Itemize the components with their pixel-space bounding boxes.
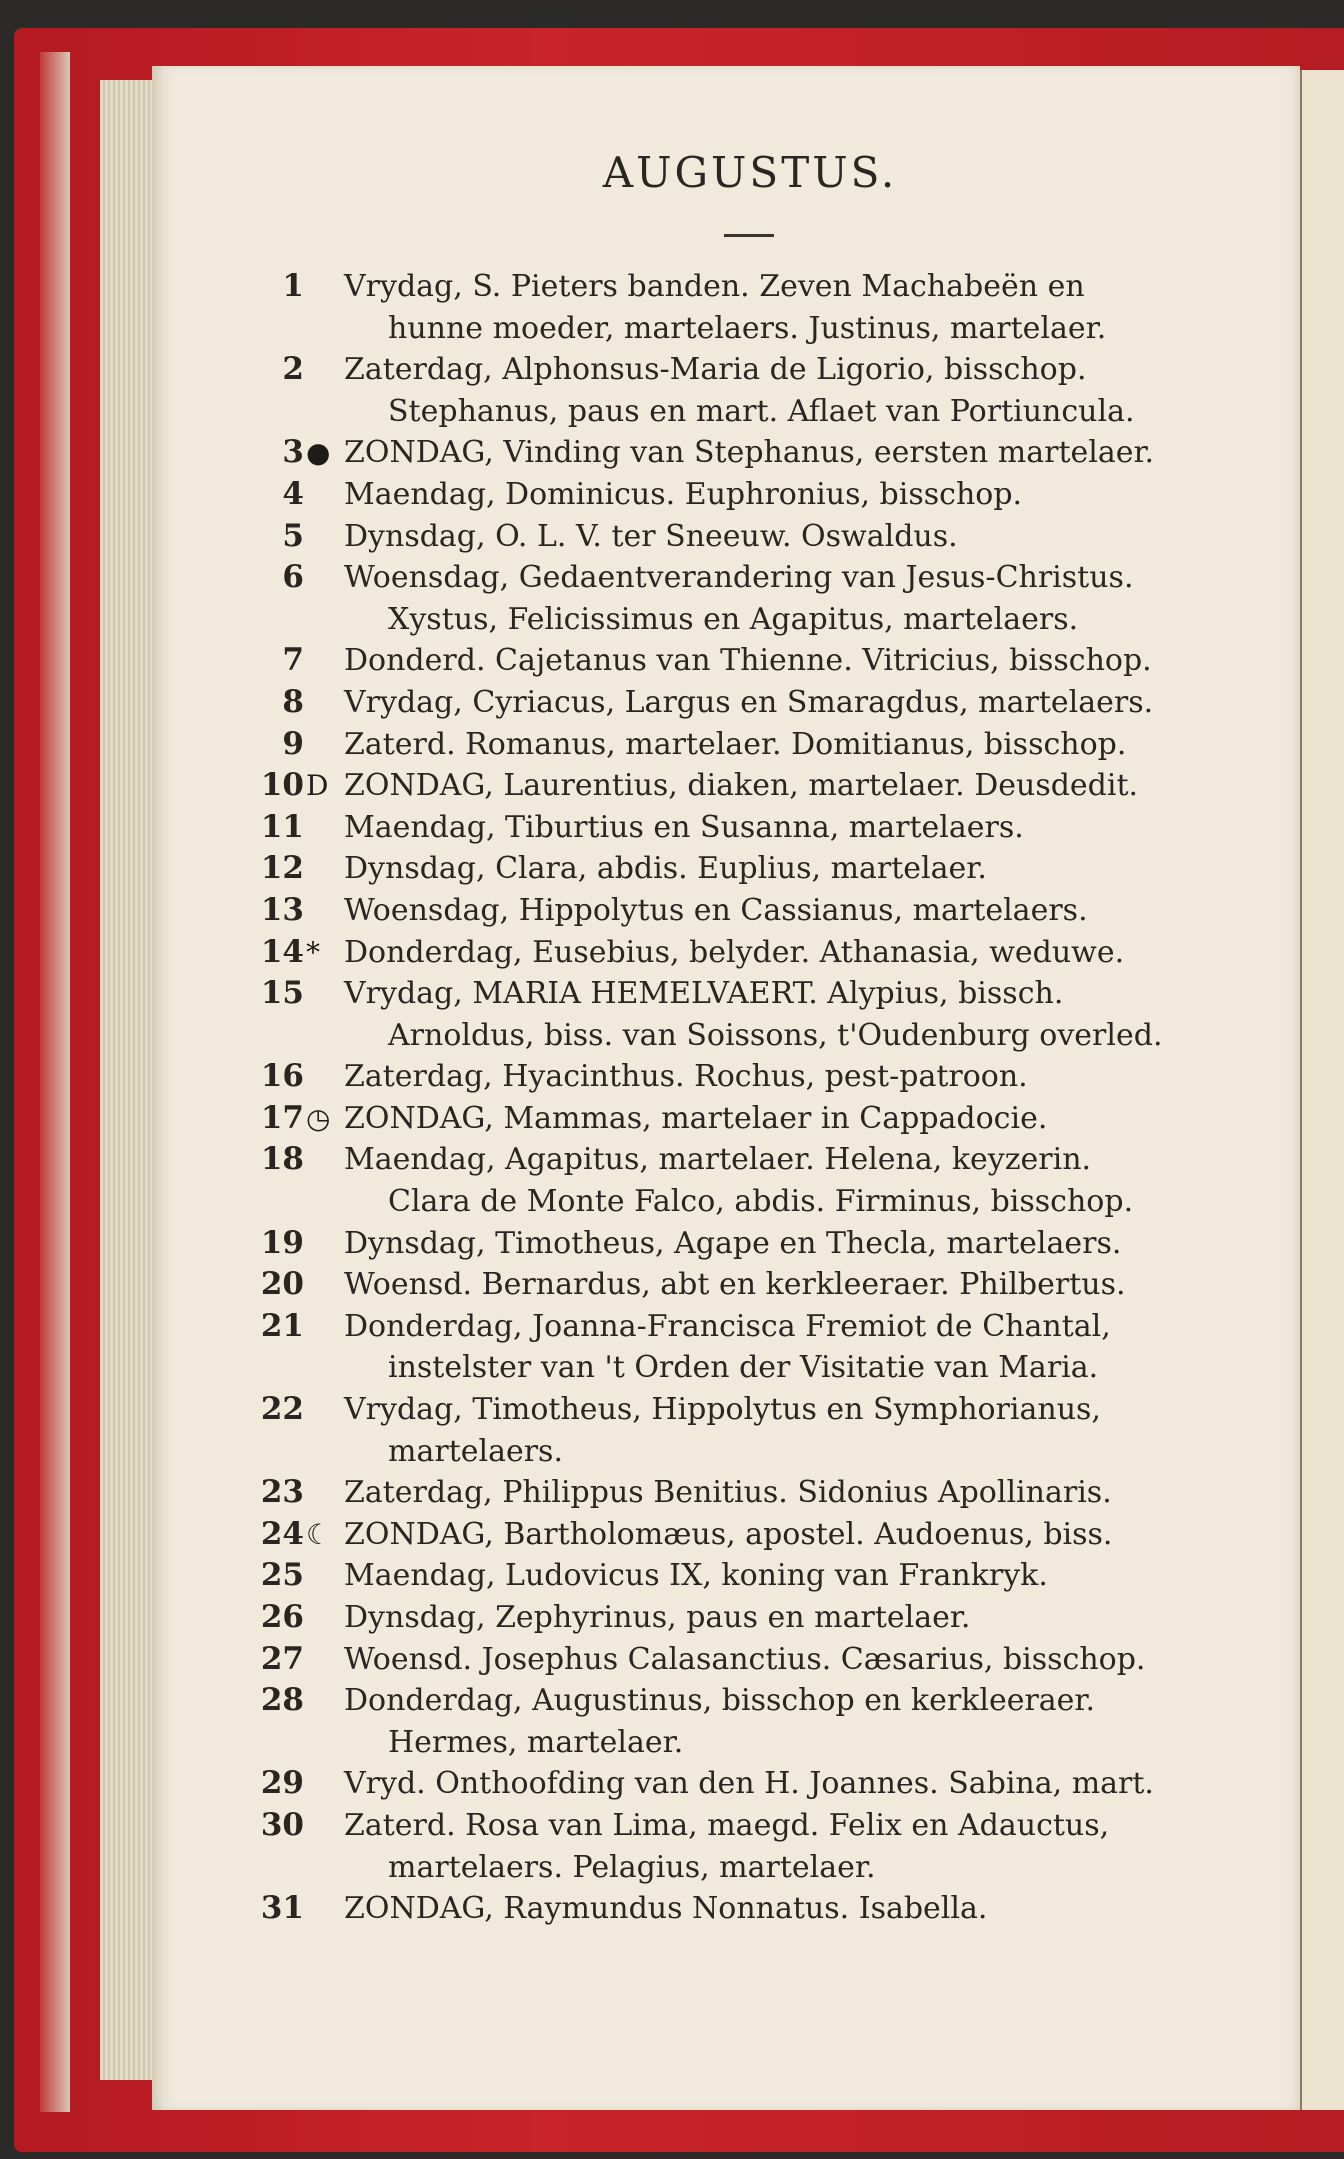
day-number: 11 bbox=[260, 808, 304, 845]
entry-text: ZONDAG, Mammas, martelaer in Cappadocie. bbox=[344, 1100, 1048, 1136]
entry-text: Zaterdag, Alphonsus-Maria de Ligorio, bisschop. bbox=[344, 352, 1087, 388]
entry-line bbox=[258, 1306, 1242, 1348]
calendar-entry bbox=[258, 516, 1242, 558]
entry-continuation-line bbox=[258, 1347, 1242, 1389]
entry-text: Dynsdag, Timotheus, Agape en Thecla, martelaers. bbox=[344, 1225, 1122, 1261]
entry-line bbox=[258, 1098, 1242, 1140]
calendar-entry bbox=[258, 1888, 1242, 1930]
entry-text: Vrydag, Timotheus, Hippolytus en Symphorianus, bbox=[344, 1392, 1101, 1428]
day-number: 18 bbox=[260, 1141, 304, 1178]
entry-line bbox=[258, 349, 1242, 391]
day-number: 1 bbox=[282, 268, 304, 304]
calendar-entry bbox=[258, 349, 1242, 432]
entry-text: martelaers. Pelagius, martelaer. bbox=[388, 1849, 876, 1885]
moon-phase-symbol: ◷ bbox=[306, 1101, 331, 1135]
entry-line bbox=[258, 724, 1242, 766]
calendar-entry bbox=[258, 1223, 1242, 1265]
entry-line bbox=[258, 1514, 1242, 1556]
entry-line bbox=[258, 266, 1242, 308]
facing-page-edge bbox=[1300, 70, 1344, 2110]
entry-text: ZONDAG, Raymundus Nonnatus. Isabella. bbox=[344, 1891, 988, 1927]
entry-line bbox=[258, 1472, 1242, 1514]
entry-continuation-line bbox=[258, 1847, 1242, 1889]
day-number: 8 bbox=[282, 683, 304, 720]
entry-line bbox=[258, 973, 1242, 1015]
calendar-entry bbox=[258, 848, 1242, 890]
entry-line bbox=[258, 516, 1242, 558]
day-number: 28 bbox=[260, 1682, 304, 1719]
day-number: 31 bbox=[260, 1890, 304, 1927]
entry-line bbox=[258, 432, 1242, 474]
day-number: 4 bbox=[282, 475, 304, 512]
entry-continuation-line bbox=[258, 1431, 1242, 1473]
day-number: 25 bbox=[260, 1557, 304, 1594]
calendar-entries bbox=[258, 266, 1242, 1930]
entry-text: Zaterd. Romanus, martelaer. Domitianus, bisschop. bbox=[344, 726, 1127, 762]
day-number: 22 bbox=[260, 1391, 304, 1428]
day-number: 10 bbox=[260, 767, 304, 804]
day-number: 20 bbox=[260, 1266, 304, 1303]
day-number: 27 bbox=[260, 1640, 304, 1677]
entry-text: Woensdag, Gedaentverandering van Jesus-Christus. bbox=[344, 560, 1134, 596]
entry-line bbox=[258, 474, 1242, 516]
calendar-entry bbox=[258, 932, 1242, 974]
moon-phase-symbol: ☾ bbox=[306, 1517, 332, 1551]
entry-text: Vryd. Onthoofding van den H. Joannes. Sabina, mart. bbox=[344, 1766, 1154, 1802]
calendar-entry bbox=[258, 1264, 1242, 1306]
entry-text: Vrydag, S. Pieters banden. Zeven Machabeën en bbox=[344, 269, 1085, 304]
entry-text: martelaers. bbox=[388, 1433, 563, 1469]
calendar-entry bbox=[258, 1514, 1242, 1556]
day-number: 9 bbox=[282, 725, 304, 762]
calendar-entry bbox=[258, 1680, 1242, 1763]
cover-inner-edge bbox=[40, 52, 70, 2112]
entry-text: Donderdag, Eusebius, belyder. Athanasia, weduwe. bbox=[344, 934, 1125, 970]
entry-text: ZONDAG, Laurentius, diaken, martelaer. Deusdedit. bbox=[344, 768, 1139, 804]
entry-line bbox=[258, 640, 1242, 682]
entry-line bbox=[258, 1763, 1242, 1805]
day-number: 29 bbox=[260, 1765, 304, 1802]
calendar-entry bbox=[258, 1763, 1242, 1805]
day-number: 12 bbox=[260, 850, 304, 887]
moon-phase-symbol: ● bbox=[306, 436, 331, 470]
entry-line bbox=[258, 1139, 1242, 1181]
entry-text: Stephanus, paus en mart. Aflaet van Portiuncula. bbox=[388, 393, 1135, 429]
entry-line bbox=[258, 807, 1242, 849]
calendar-entry bbox=[258, 474, 1242, 516]
entry-text: Vrydag, Cyriacus, Largus en Smaragdus, martelaers. bbox=[344, 684, 1154, 720]
calendar-entry bbox=[258, 724, 1242, 766]
entry-text: Woensd. Josephus Calasanctius. Cæsarius, bisschop. bbox=[344, 1641, 1146, 1677]
entry-line bbox=[258, 682, 1242, 724]
entry-text: Donderdag, Augustinus, bisschop en kerkleeraer. bbox=[344, 1683, 1096, 1719]
day-number: 26 bbox=[260, 1599, 304, 1635]
entry-text: Vrydag, MARIA HEMELVAERT. Alypius, bissch. bbox=[344, 976, 1064, 1012]
entry-line bbox=[258, 1680, 1242, 1722]
entry-line bbox=[258, 1555, 1242, 1597]
entry-text: Zaterd. Rosa van Lima, maegd. Felix en Adauctus, bbox=[344, 1807, 1110, 1843]
calendar-entry bbox=[258, 1139, 1242, 1222]
entry-line bbox=[258, 1056, 1242, 1098]
calendar-entry bbox=[258, 266, 1242, 349]
entry-continuation-line bbox=[258, 308, 1242, 350]
calendar-entry bbox=[258, 1639, 1242, 1681]
entry-text: Zaterdag, Hyacinthus. Rochus, pest-patroon. bbox=[344, 1059, 1028, 1095]
day-number: 2 bbox=[282, 351, 304, 388]
entry-text: ZONDAG, Vinding van Stephanus, eersten martelaer. bbox=[344, 435, 1155, 471]
day-number: 3 bbox=[282, 434, 304, 471]
calendar-entry bbox=[258, 1597, 1242, 1639]
calendar-entry bbox=[258, 973, 1242, 1056]
moon-phase-symbol: * bbox=[306, 935, 320, 969]
day-number: 24 bbox=[260, 1515, 304, 1552]
entry-text: Woensd. Bernardus, abt en kerkleeraer. Philbertus. bbox=[344, 1267, 1126, 1303]
calendar-entry bbox=[258, 1306, 1242, 1389]
entry-text: Arnoldus, biss. van Soissons, t'Oudenburg overled. bbox=[388, 1017, 1163, 1053]
entry-line bbox=[258, 1805, 1242, 1847]
calendar-entry bbox=[258, 557, 1242, 640]
calendar-entry bbox=[258, 432, 1242, 474]
entry-text: Hermes, martelaer. bbox=[388, 1724, 684, 1760]
day-number: 14 bbox=[260, 933, 304, 970]
calendar-entry bbox=[258, 807, 1242, 849]
entry-text: Xystus, Felicissimus en Agapitus, martelaers. bbox=[388, 601, 1079, 637]
entry-continuation-line bbox=[258, 391, 1242, 433]
calendar-entry bbox=[258, 1389, 1242, 1472]
day-number: 23 bbox=[260, 1474, 304, 1511]
entry-text: hunne moeder, martelaers. Justinus, martelaer. bbox=[388, 310, 1107, 346]
entry-text: Woensdag, Hippolytus en Cassianus, martelaers. bbox=[344, 892, 1088, 928]
entry-text: Maendag, Agapitus, martelaer. Helena, keyzerin. bbox=[344, 1142, 1092, 1178]
entry-continuation-line bbox=[258, 1181, 1242, 1223]
entry-line bbox=[258, 1389, 1242, 1431]
day-number: 7 bbox=[282, 642, 304, 679]
entry-line bbox=[258, 1223, 1242, 1265]
entry-text: Maendag, Dominicus. Euphronius, bisschop. bbox=[344, 476, 1023, 512]
entry-line bbox=[258, 1264, 1242, 1306]
calendar-entry bbox=[258, 640, 1242, 682]
day-number: 17 bbox=[260, 1099, 304, 1136]
entry-continuation-line bbox=[258, 599, 1242, 641]
calendar-entry bbox=[258, 682, 1242, 724]
moon-phase-symbol: D bbox=[306, 769, 329, 803]
entry-text: Maendag, Tiburtius en Susanna, martelaers. bbox=[344, 809, 1024, 845]
entry-continuation-line bbox=[258, 1015, 1242, 1057]
entry-text: Donderdag, Joanna-Francisca Fremiot de Chantal, bbox=[344, 1308, 1111, 1344]
entry-line bbox=[258, 765, 1242, 807]
entry-text: instelster van 't Orden der Visitatie van Maria. bbox=[388, 1350, 1099, 1386]
page-stack-edges bbox=[100, 80, 160, 2080]
entry-text: Zaterdag, Philippus Benitius. Sidonius Apollinaris. bbox=[344, 1475, 1112, 1511]
entry-line bbox=[258, 848, 1242, 890]
day-number: 30 bbox=[260, 1806, 304, 1843]
entry-line bbox=[258, 890, 1242, 932]
calendar-entry bbox=[258, 1472, 1242, 1514]
page-title: AUGUSTUS. bbox=[602, 148, 898, 197]
entry-line bbox=[258, 557, 1242, 599]
day-number: 16 bbox=[260, 1058, 304, 1095]
title-rule bbox=[724, 234, 774, 237]
calendar-entry bbox=[258, 1098, 1242, 1140]
calendar-entry bbox=[258, 890, 1242, 932]
entry-text: ZONDAG, Bartholomæus, apostel. Audoenus, biss. bbox=[344, 1516, 1113, 1552]
entry-line bbox=[258, 1888, 1242, 1930]
entry-text: Clara de Monte Falco, abdis. Firminus, bisschop. bbox=[388, 1184, 1134, 1220]
entry-text: Maendag, Ludovicus IX, koning van Frankryk. bbox=[344, 1558, 1048, 1594]
day-number: 13 bbox=[260, 891, 304, 928]
entry-continuation-line bbox=[258, 1722, 1242, 1764]
entry-text: Donderd. Cajetanus van Thienne. Vitricius, bisschop. bbox=[344, 643, 1152, 679]
calendar-entry bbox=[258, 1056, 1242, 1098]
day-number: 5 bbox=[282, 517, 304, 554]
entry-text: Dynsdag, Clara, abdis. Euplius, martelaer. bbox=[344, 851, 987, 887]
day-number: 15 bbox=[260, 975, 304, 1012]
entry-text: Dynsdag, O. L. V. ter Sneeuw. Oswaldus. bbox=[344, 518, 958, 554]
entry-line bbox=[258, 1639, 1242, 1681]
calendar-entry bbox=[258, 1805, 1242, 1888]
day-number: 21 bbox=[260, 1307, 304, 1344]
calendar-entry bbox=[258, 765, 1242, 807]
entry-line bbox=[258, 932, 1242, 974]
calendar-entry bbox=[258, 1555, 1242, 1597]
day-number: 6 bbox=[282, 559, 304, 596]
entry-line bbox=[258, 1597, 1242, 1639]
day-number: 19 bbox=[260, 1224, 304, 1261]
entry-text: Dynsdag, Zephyrinus, paus en martelaer. bbox=[344, 1600, 971, 1635]
